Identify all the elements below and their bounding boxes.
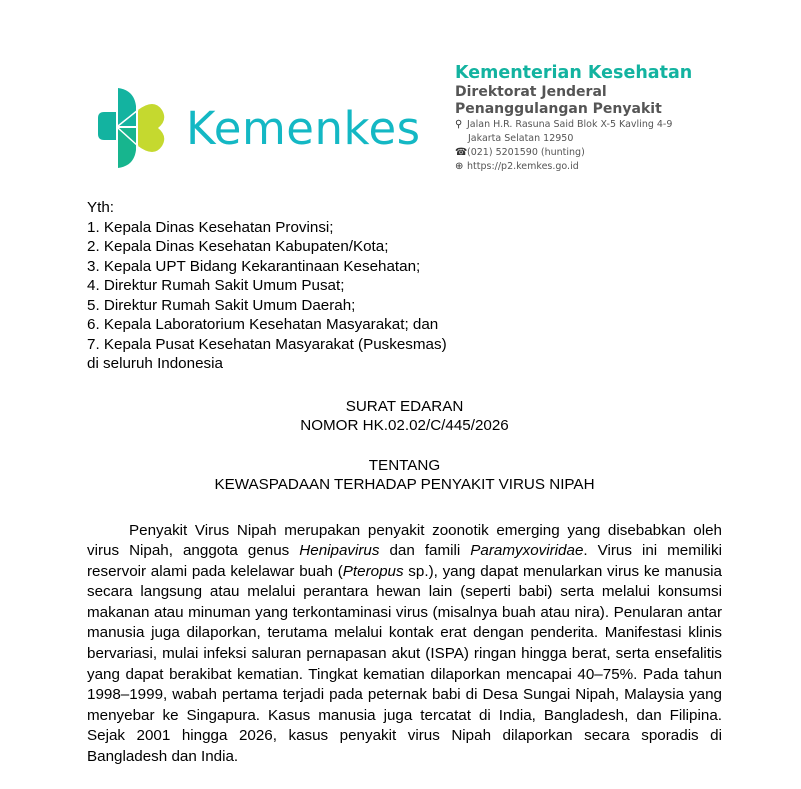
recipient-item: 7. Kepala Pusat Kesehatan Masyarakat (Puskesmas) — [87, 335, 447, 353]
globe-icon: ⊕ — [455, 161, 464, 172]
document-subject: KEWASPADAAN TERHADAP PENYAKIT VIRUS NIPAH — [214, 476, 595, 493]
letter-body — [87, 198, 722, 768]
body-paragraph: Penyakit Virus Nipah merupakan penyakit zoonotik emerging yang disebabkan oleh virus Nipah, anggota genus Henipavirus dan famili Paramyxoviridae. Virus ini memiliki reservoir alami pada kelelawar buah (Pteropus sp.), yang dapat menularkan virus ke manusia secara langsung atau melalui perantara hewan lain (seperti babi) serta melalui konsumsi makanan atau minuman yang terkontaminasi virus (misalnya buah atau nira). Penularan antar manusia juga dilaporkan, terutama melalui kontak erat dengan penderita. Manifestasi klinis bervariasi, mulai infeksi saluran pernapasan akut (ISPA) ringan hingga berat, serta ensefalitis yang dapat berakibat kematian. Tingkat kematian dilaporkan mencapai 40–75%. Pada tahun 1998–1999, wabah pertama terjadi pada peternak babi di Desa Sungai Nipah, Malaysia yang menyebar ke Singapura. Kasus manusia juga tercatat di India, Bangladesh, dan Filipina. Sejak 2001 hingga 2026, kasus penyakit virus Nipah dilaporkan secara sporadis di Bangladesh dan India. — [87, 521, 722, 766]
recipient-item: 3. Kepala UPT Bidang Kekarantinaan Kesehatan; — [87, 257, 421, 275]
website[interactable]: ⊕ https://p2.kemkes.go.id — [455, 161, 579, 172]
recipient-item: 6. Kepala Laboratorium Kesehatan Masyarakat; dan — [87, 316, 439, 333]
document-number: NOMOR HK.02.02/C/445/2026 — [300, 417, 509, 434]
location-pin-icon: ⚲ — [455, 119, 463, 130]
phone: ☎ (021) 5201590 (hunting) — [455, 147, 585, 158]
kemenkes-logo-icon — [96, 88, 176, 168]
logo-wordmark: Kemenkes — [186, 102, 421, 155]
recipient-item: 1. Kepala Dinas Kesehatan Provinsi; — [87, 218, 334, 236]
document-type: SURAT EDARAN — [345, 397, 464, 415]
directorate-line-1: Direktorat Jenderal — [455, 84, 607, 100]
recipient-item: 2. Kepala Dinas Kesehatan Kabupaten/Kota; — [87, 238, 389, 255]
directorate-line-2: Penanggulangan Penyakit — [455, 101, 662, 117]
recipient-item: 4. Direktur Rumah Sakit Umum Pusat; — [87, 277, 345, 294]
address-city: Jakarta Selatan 12950 — [468, 133, 574, 144]
phone-icon: ☎ — [455, 147, 468, 158]
recipient-item: 5. Direktur Rumah Sakit Umum Daerah; — [87, 296, 356, 314]
letterhead-contact — [455, 62, 692, 174]
salutation: Yth: — [87, 199, 115, 216]
organization-name: Kementerian Kesehatan — [455, 63, 693, 83]
recipient-closing: di seluruh Indonesia — [87, 355, 223, 372]
address: ⚲ Jalan H.R. Rasuna Said Blok X-5 Kavling 4-9 — [455, 119, 673, 130]
about-label: TENTANG — [368, 456, 441, 474]
